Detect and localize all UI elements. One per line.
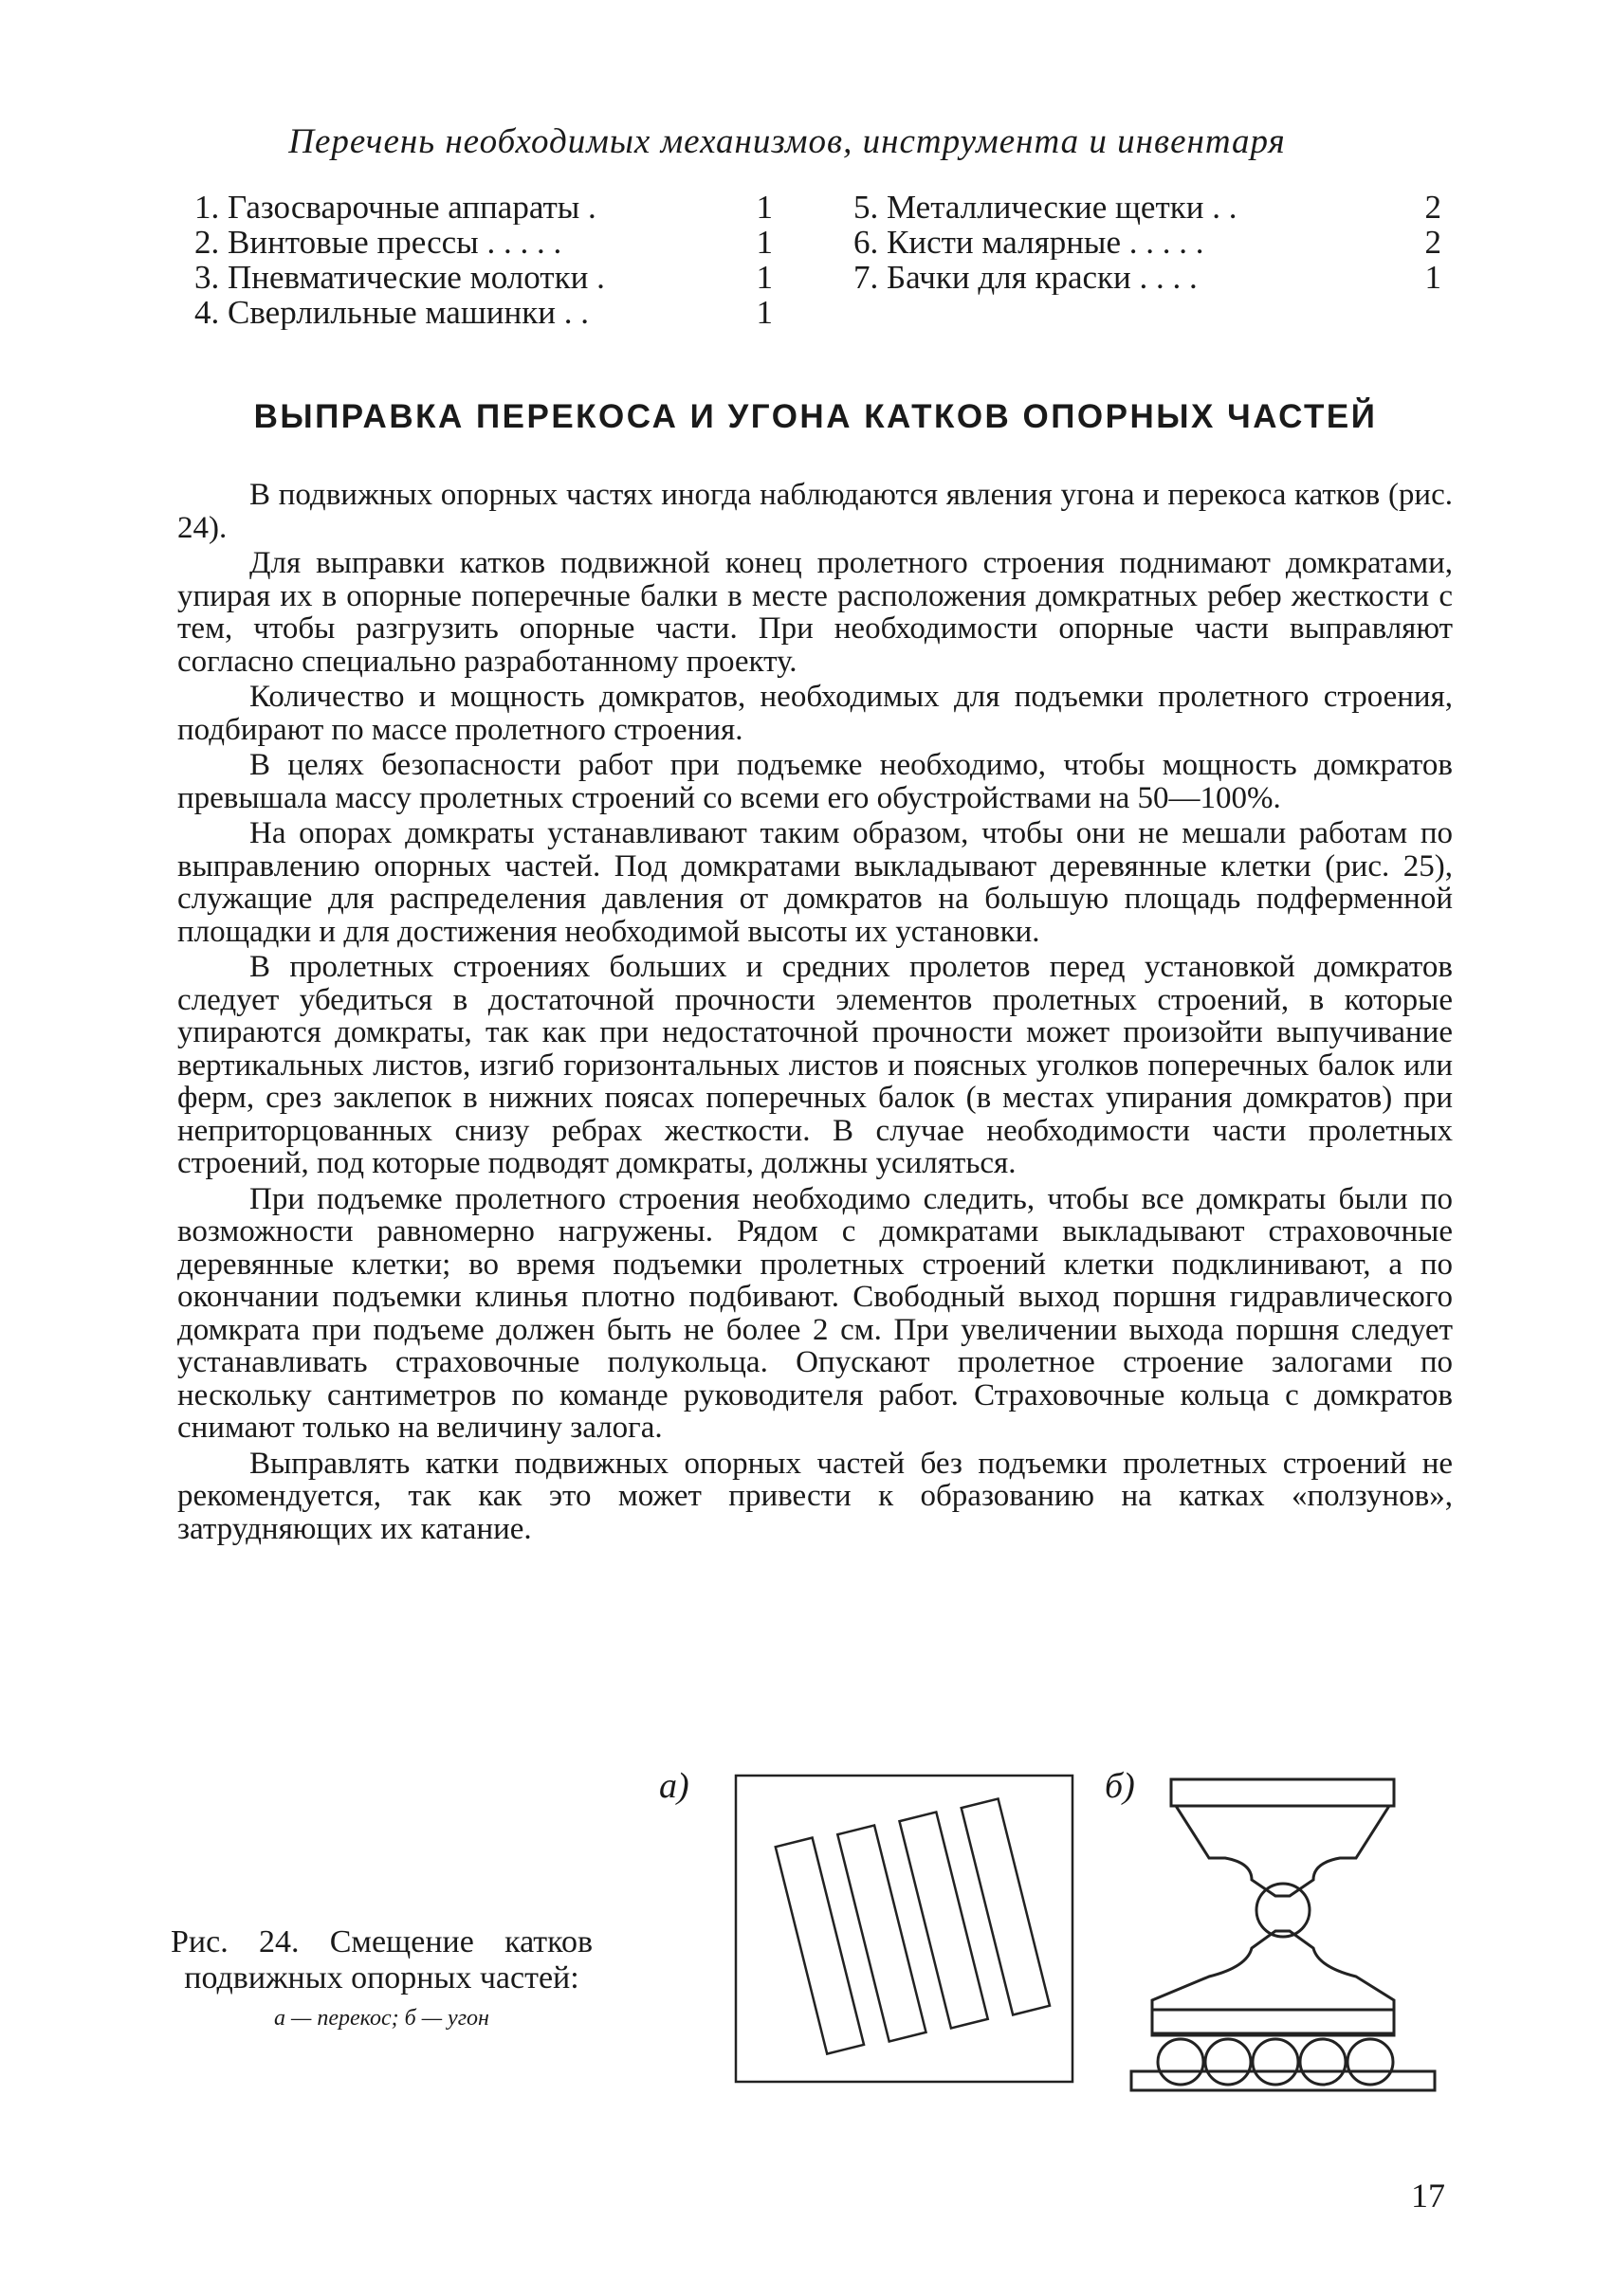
list-item	[853, 260, 1441, 295]
paragraph: На опорах домкраты устанавливают таким образом, чтобы они не мешали работам по выправлению опорных частей. Под домкратами выкладывают деревянные клетки (рис. 25), служащие для распределения давления от домкратов на большую площадь подферменной площадки и для достижения необходимой высоты их установки.	[177, 816, 1453, 949]
figure-label-a: а)	[659, 1766, 689, 1806]
roller	[1205, 2039, 1251, 2085]
item-qty: 1	[1424, 259, 1441, 296]
roller-skewed	[837, 1826, 926, 2042]
page-number: 17	[1411, 2177, 1445, 2214]
item-qty: 2	[1424, 224, 1441, 261]
figure-creep-diagram	[1124, 1768, 1446, 2100]
paragraph: При подъемке пролетного строения необходимо следить, чтобы все домкраты были по возможности равномерно нагружены. Рядом с домкратами выкладывают страховочные деревянные клетки; во время подъемки пролетных строений клетки подклинивают, а по окончании подъемки клинья плотно подбивают. Свободный выход поршня гидравлического домкрата при подъеме должен быть не более 2 см. При увеличении выхода поршня следует устанавливать страховочные полукольца. Опускают пролетное строение залогами по нескольку сантиметров по команде руководителя работ. Страховочные кольца с домкратов снимают только на величину залога.	[177, 1181, 1453, 1445]
item-name: 5. Металлические щетки . .	[853, 190, 1237, 225]
list-item	[194, 190, 773, 225]
item-qty: 1	[756, 259, 773, 296]
figure-skew-diagram	[730, 1768, 1081, 2090]
paragraph: Количество и мощность домкратов, необходимых для подъемки пролетного строения, подбирают по массе пролетного строения.	[177, 680, 1453, 747]
item-name: 1. Газосварочные аппараты .	[194, 190, 596, 225]
roller	[1158, 2039, 1203, 2085]
item-name: 7. Бачки для краски . . . .	[853, 260, 1198, 295]
item-qty: 1	[756, 294, 773, 331]
lower-bearing	[1152, 1931, 1394, 2033]
item-name: 2. Винтовые прессы . . . . .	[194, 225, 562, 260]
item-qty: 1	[756, 224, 773, 261]
list-item	[194, 295, 773, 330]
equipment-list-right	[853, 190, 1441, 295]
roller	[1347, 2039, 1393, 2085]
item-name: 6. Кисти малярные . . . . .	[853, 225, 1204, 260]
paragraph: В пролетных строениях больших и средних пролетов перед установкой домкратов следует убедиться в достаточной прочности элементов пролетных строений, в которые упираются домкраты, так как при недостаточной прочности может произойти выпучивание вертикальных листов, изгиб горизонтальных листов и поясных уголков поперечных балок или ферм, срез заклепок в нижних поясах поперечных балок (в местах упирания домкратов) при неприторцованных снизу ребрах жесткости. В случае необходимости части пролетных строений, под которые подводят домкраты, должны усиляться.	[177, 950, 1453, 1180]
roller-skewed	[899, 1812, 987, 2028]
list-item	[194, 225, 773, 260]
list-item	[194, 260, 773, 295]
list-item	[853, 190, 1441, 225]
upper-beam	[1171, 1779, 1394, 1806]
section-heading: ВЫПРАВКА ПЕРЕКОСА И УГОНА КАТКОВ ОПОРНЫХ ЧАСТЕЙ	[253, 398, 1378, 435]
list-title: Перечень необходимых механизмов, инструмента и инвентаря	[288, 122, 1286, 161]
roller-skewed	[776, 1838, 864, 2054]
paragraph: В целях безопасности работ при подъемке необходимо, чтобы мощность домкратов превышала массу пролетных строений со всеми его обустройствами на 50—100%.	[177, 748, 1453, 815]
figure-caption	[171, 1924, 593, 2036]
bearing-hinge	[1256, 1884, 1310, 1937]
caption-legend: а — перекос; б — угон	[274, 2006, 489, 2031]
item-name: 4. Сверлильные машинки . .	[194, 295, 589, 330]
item-qty: 2	[1424, 189, 1441, 226]
frame	[736, 1776, 1072, 2082]
paragraph: Для выправки катков подвижной конец пролетного строения поднимают домкратами, упирая их в опорные поперечные балки в месте расположения домкратных ребер жесткости с тем, чтобы разгрузить опорные части. При необходимости опорные части выправляют согласно специально разработанному проекту.	[177, 546, 1453, 679]
paragraph: Выправлять катки подвижных опорных частей без подъемки пролетных строений не рекомендуется, так как это может привести к образованию на катках «ползунов», затрудняющих их катание.	[177, 1446, 1453, 1546]
caption-text: Рис. 24. Смещение катков подвижных опорных частей:	[171, 1924, 593, 1995]
roller	[1300, 2039, 1346, 2085]
plate	[1152, 2010, 1394, 2035]
figure-label-b: б)	[1105, 1766, 1135, 1806]
paragraph: В подвижных опорных частях иногда наблюдаются явления угона и перекоса катков (рис. 24).	[177, 478, 1453, 545]
equipment-list-left	[194, 190, 773, 330]
item-name: 3. Пневматические молотки .	[194, 260, 605, 295]
item-qty: 1	[756, 189, 773, 226]
list-item	[853, 225, 1441, 260]
roller-skewed	[962, 1798, 1050, 2014]
body-text	[177, 479, 1453, 1548]
roller	[1253, 2039, 1298, 2085]
